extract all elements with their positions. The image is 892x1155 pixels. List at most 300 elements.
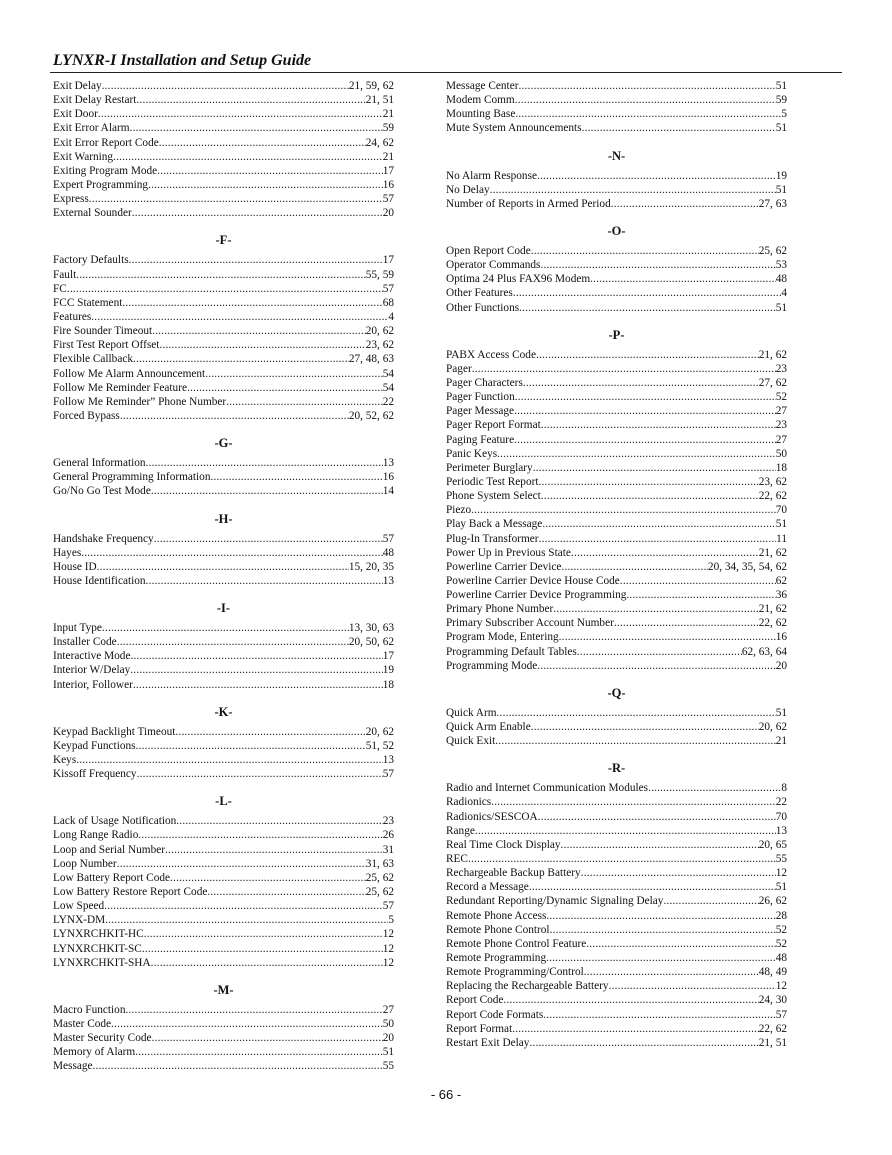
dot-leader xyxy=(91,310,388,324)
index-term: Message xyxy=(53,1060,93,1073)
dot-leader xyxy=(491,795,776,809)
index-entry xyxy=(53,899,394,913)
dot-leader xyxy=(146,574,383,588)
index-entry xyxy=(446,645,787,659)
index-page-refs: 22, 62 xyxy=(758,617,787,630)
index-page-refs: 17 xyxy=(382,254,394,267)
dot-leader xyxy=(590,272,776,286)
index-entry xyxy=(53,253,394,267)
index-term: Keypad Backlight Timeout xyxy=(53,725,176,738)
index-page-refs: 20, 62 xyxy=(365,325,394,338)
dot-leader xyxy=(154,532,383,546)
index-term: Report Code xyxy=(446,994,504,1007)
index-entry xyxy=(446,169,787,183)
index-entry xyxy=(53,93,394,107)
index-term: Operator Commands xyxy=(446,259,541,272)
index-page-refs: 13 xyxy=(382,754,394,767)
index-page-refs: 70 xyxy=(775,810,787,823)
index-entry xyxy=(446,866,787,880)
dot-leader xyxy=(490,183,776,197)
index-entry xyxy=(446,602,787,616)
index-entry xyxy=(446,631,787,645)
index-term: Powerline Carrier Device House Code xyxy=(446,574,620,587)
index-term: Interior W/Delay xyxy=(53,664,131,677)
index-term: Express xyxy=(53,193,89,206)
dot-leader xyxy=(540,258,775,272)
index-page-refs: 62 xyxy=(775,574,787,587)
index-term: Redundant Reporting/Dynamic Signaling Delay xyxy=(446,895,664,908)
index-entry xyxy=(446,720,787,734)
dot-leader xyxy=(98,107,383,121)
index-term: Keys xyxy=(53,754,77,767)
index-page-refs: 25, 62 xyxy=(758,244,787,257)
dot-leader xyxy=(584,965,759,979)
index-term: Fault xyxy=(53,268,77,281)
index-term: External Sounder xyxy=(53,207,132,220)
index-page-refs: 16 xyxy=(382,178,394,191)
index-page-refs: 27, 63 xyxy=(758,197,787,210)
index-section-heading: -H- xyxy=(214,511,233,526)
index-term: No Alarm Response xyxy=(446,169,537,182)
index-term: Expert Programming xyxy=(53,178,149,191)
dot-leader xyxy=(176,814,382,828)
index-term: Interior, Follower xyxy=(53,678,133,691)
index-entry xyxy=(53,814,394,828)
index-entry xyxy=(446,475,787,489)
index-entry xyxy=(53,296,394,310)
index-term: Replacing the Rechargeable Battery xyxy=(446,980,609,993)
dot-leader xyxy=(539,475,759,489)
dot-leader xyxy=(135,1045,383,1059)
index-page-refs: 11 xyxy=(776,532,787,545)
index-page-refs: 52 xyxy=(775,391,787,404)
dot-leader xyxy=(561,560,707,574)
index-entry xyxy=(53,395,394,409)
index-entry xyxy=(446,258,787,272)
index-term: LYNXRCHKIT-SC xyxy=(53,942,142,955)
index-entry xyxy=(446,93,787,107)
header-divider xyxy=(50,72,842,73)
index-entry xyxy=(446,489,787,503)
index-entry xyxy=(446,937,787,951)
index-entry xyxy=(446,348,787,362)
dot-leader xyxy=(533,461,776,475)
dot-leader xyxy=(497,706,776,720)
dot-leader xyxy=(151,484,383,498)
index-page-refs: 12 xyxy=(775,980,787,993)
dot-leader xyxy=(581,866,776,880)
index-page-refs: 51 xyxy=(775,706,787,719)
index-entry xyxy=(53,913,394,927)
index-term: Other Functions xyxy=(446,301,520,314)
index-page-refs: 22 xyxy=(775,796,787,809)
index-term: Panic Keys xyxy=(446,447,498,460)
index-page-refs: 62, 63, 64 xyxy=(741,645,787,658)
index-term: Pager xyxy=(446,362,472,375)
index-page-refs: 51 xyxy=(382,1046,394,1059)
index-term: Report Code Formats xyxy=(446,1008,544,1021)
index-page-refs: 19 xyxy=(382,664,394,677)
index-page-refs: 12 xyxy=(382,956,394,969)
index-entry xyxy=(53,381,394,395)
index-term: Exit Error Report Code xyxy=(53,136,159,149)
index-term: Periodic Test Report xyxy=(446,475,539,488)
dot-leader xyxy=(611,197,759,211)
index-entry xyxy=(53,1031,394,1045)
index-entry xyxy=(53,664,394,678)
index-term: Exit Delay xyxy=(53,79,102,92)
index-page-refs: 22 xyxy=(382,395,394,408)
index-term: Kissoff Frequency xyxy=(53,768,137,781)
index-entry xyxy=(446,362,787,376)
index-page-refs: 57 xyxy=(382,768,394,781)
index-page-refs: 23 xyxy=(775,419,787,432)
index-page-refs: 16 xyxy=(775,631,787,644)
index-page-refs: 50 xyxy=(382,1018,394,1031)
index-entry xyxy=(446,965,787,979)
dot-leader xyxy=(626,588,775,602)
index-term: Report Format xyxy=(446,1022,513,1035)
index-section-heading: -F- xyxy=(215,233,232,248)
index-column-left xyxy=(53,79,394,1074)
index-term: Plug-In Transformer xyxy=(446,532,539,545)
dot-leader xyxy=(144,927,383,941)
index-entry xyxy=(53,206,394,220)
index-entry xyxy=(53,871,394,885)
index-term: FC xyxy=(53,282,67,295)
index-entry xyxy=(446,1036,787,1050)
index-term: Paging Feature xyxy=(446,433,515,446)
index-page-refs: 26, 62 xyxy=(758,895,787,908)
dot-leader xyxy=(513,286,782,300)
index-section-heading: -N- xyxy=(607,148,626,163)
index-page-refs: 55, 59 xyxy=(365,268,394,281)
dot-leader xyxy=(620,574,776,588)
index-entry xyxy=(53,649,394,663)
index-entry xyxy=(53,546,394,560)
dot-leader xyxy=(89,192,383,206)
index-term: Primary Subscriber Account Number xyxy=(446,617,614,630)
index-page-refs: 57 xyxy=(382,282,394,295)
index-term: Phone System Select xyxy=(446,490,541,503)
dot-leader xyxy=(553,602,758,616)
index-term: Range xyxy=(446,824,475,837)
index-entry xyxy=(53,574,394,588)
dot-leader xyxy=(515,390,776,404)
index-entry xyxy=(53,843,394,857)
dot-leader xyxy=(512,1022,759,1036)
index-term: Other Features xyxy=(446,287,513,300)
index-page-refs: 20, 34, 35, 54, 62 xyxy=(707,560,787,573)
dot-leader xyxy=(207,885,365,899)
index-page-refs: 20, 50, 62 xyxy=(348,636,394,649)
index-entry xyxy=(53,828,394,842)
index-entry xyxy=(53,367,394,381)
index-entry xyxy=(53,178,394,192)
index-entry xyxy=(53,456,394,470)
index-entry xyxy=(446,517,787,531)
dot-leader xyxy=(159,338,365,352)
index-term: Features xyxy=(53,310,92,323)
index-page-refs: 27 xyxy=(775,433,787,446)
index-page-refs: 23, 62 xyxy=(758,475,787,488)
index-page-refs: 23 xyxy=(382,815,394,828)
index-page-refs: 25, 62 xyxy=(365,886,394,899)
index-entry xyxy=(53,927,394,941)
index-page-refs: 8 xyxy=(781,782,787,795)
index-term: Follow Me Alarm Announcement xyxy=(53,367,206,380)
dot-leader xyxy=(550,923,776,937)
index-term: REC xyxy=(446,853,468,866)
dot-leader xyxy=(648,781,781,795)
index-term: Optima 24 Plus FAX96 Modem xyxy=(446,273,591,286)
index-page-refs: 24, 62 xyxy=(365,136,394,149)
index-entry xyxy=(446,781,787,795)
index-page-refs: 21, 62 xyxy=(758,603,787,616)
index-term: Restart Exit Delay xyxy=(446,1036,530,1049)
index-page-refs: 25, 62 xyxy=(365,871,394,884)
index-term: Remote Phone Access xyxy=(446,909,547,922)
dot-leader xyxy=(137,767,383,781)
index-entry xyxy=(446,923,787,937)
dot-leader xyxy=(515,107,781,121)
dot-leader xyxy=(117,635,349,649)
dot-leader xyxy=(663,894,758,908)
index-entry xyxy=(53,1059,394,1073)
dot-leader xyxy=(113,150,383,164)
index-page-refs: 19 xyxy=(775,169,787,182)
index-term: Pager Message xyxy=(446,405,515,418)
dot-leader xyxy=(104,899,383,913)
index-page-refs: 51, 52 xyxy=(365,739,394,752)
index-term: Radionics xyxy=(446,796,492,809)
dot-leader xyxy=(475,824,776,838)
index-page-refs: 57 xyxy=(382,193,394,206)
index-section-heading: -L- xyxy=(215,794,232,809)
index-entry xyxy=(53,739,394,753)
dot-leader xyxy=(138,828,382,842)
dot-leader xyxy=(129,253,383,267)
page-number: - 66 - xyxy=(430,1087,462,1102)
index-entry xyxy=(446,433,787,447)
dot-leader xyxy=(471,503,776,517)
index-entry xyxy=(53,282,394,296)
index-entry xyxy=(53,470,394,484)
index-page-refs: 18 xyxy=(775,461,787,474)
index-term: Exit Warning xyxy=(53,150,114,163)
index-page-refs: 21 xyxy=(382,108,394,121)
dot-leader xyxy=(122,296,382,310)
index-term: Input Type xyxy=(53,622,102,635)
index-term: General Programming Information xyxy=(53,471,211,484)
dot-leader xyxy=(148,178,383,192)
index-page-refs: 48, 49 xyxy=(758,966,787,979)
index-entry xyxy=(53,164,394,178)
index-term: Macro Function xyxy=(53,1003,126,1016)
index-term: Modem Comm xyxy=(446,94,515,107)
dot-leader xyxy=(503,993,758,1007)
dot-leader xyxy=(132,206,383,220)
index-page-refs: 21, 62 xyxy=(758,546,787,559)
index-page-refs: 17 xyxy=(382,650,394,663)
dot-leader xyxy=(468,852,776,866)
index-term: Forced Bypass xyxy=(53,409,120,422)
dot-leader xyxy=(542,517,775,531)
index-page-refs: 14 xyxy=(382,485,394,498)
index-page-refs: 22, 62 xyxy=(758,1022,787,1035)
dot-leader xyxy=(543,1008,775,1022)
index-entry xyxy=(53,136,394,150)
dot-leader xyxy=(81,546,382,560)
index-page-refs: 22, 62 xyxy=(758,490,787,503)
index-term: Power Up in Previous State xyxy=(446,546,571,559)
index-term: Memory of Alarm xyxy=(53,1046,136,1059)
dot-leader xyxy=(175,725,365,739)
dot-leader xyxy=(541,489,759,503)
index-page-refs: 12 xyxy=(382,942,394,955)
index-entry xyxy=(446,616,787,630)
index-entry xyxy=(53,310,394,324)
index-entry xyxy=(446,532,787,546)
dot-leader xyxy=(165,843,383,857)
dot-leader xyxy=(76,753,382,767)
index-page-refs: 23, 62 xyxy=(365,339,394,352)
index-entry xyxy=(446,838,787,852)
index-entry xyxy=(446,852,787,866)
index-entry xyxy=(446,418,787,432)
index-entry xyxy=(446,706,787,720)
index-entry xyxy=(446,560,787,574)
index-page-refs: 36 xyxy=(775,589,787,602)
index-entry xyxy=(53,635,394,649)
index-column-right xyxy=(446,79,787,1050)
dot-leader xyxy=(120,409,349,423)
dot-leader xyxy=(515,93,776,107)
index-page-refs: 5 xyxy=(388,914,394,927)
index-term: LYNXRCHKIT-SHA xyxy=(53,956,151,969)
index-term: Programming Default Tables xyxy=(446,645,577,658)
index-entry xyxy=(446,79,787,93)
dot-leader xyxy=(102,621,349,635)
dot-leader xyxy=(531,244,759,258)
index-page-refs: 48 xyxy=(775,952,787,965)
index-section-heading: -O- xyxy=(607,223,626,238)
index-term: Pager Function xyxy=(446,391,515,404)
dot-leader xyxy=(539,532,777,546)
index-entry xyxy=(53,121,394,135)
index-page-refs: 31, 63 xyxy=(365,857,394,870)
index-page-refs: 24, 30 xyxy=(758,994,787,1007)
index-term: Powerline Carrier Device Programming xyxy=(446,589,627,602)
index-section-heading: -M- xyxy=(213,982,234,997)
index-term: Low Battery Report Code xyxy=(53,871,171,884)
index-entry xyxy=(446,588,787,602)
index-entry xyxy=(53,678,394,692)
index-entry xyxy=(446,810,787,824)
dot-leader xyxy=(125,1003,382,1017)
index-term: PABX Access Code xyxy=(446,348,536,361)
dot-leader xyxy=(130,121,383,135)
dot-leader xyxy=(136,739,366,753)
index-page-refs: 4 xyxy=(781,287,787,300)
index-entry xyxy=(53,767,394,781)
index-term: Record a Message xyxy=(446,881,529,894)
index-page-refs: 21, 51 xyxy=(365,94,394,107)
index-term: Open Report Code xyxy=(446,244,531,257)
index-term: First Test Report Offset xyxy=(53,339,160,352)
index-page-refs: 51 xyxy=(775,183,787,196)
index-entry xyxy=(446,461,787,475)
index-entry xyxy=(446,390,787,404)
dot-leader xyxy=(130,649,382,663)
index-page-refs: 18 xyxy=(382,678,394,691)
index-page-refs: 21 xyxy=(775,735,787,748)
index-section-heading: -G- xyxy=(214,436,233,451)
index-entry xyxy=(446,503,787,517)
index-term: Mute System Announcements xyxy=(446,122,582,135)
index-entry xyxy=(446,659,787,673)
index-page-refs: 21 xyxy=(382,150,394,163)
index-page-refs: 20, 65 xyxy=(758,838,787,851)
index-page-refs: 13 xyxy=(382,574,394,587)
index-page-refs: 26 xyxy=(382,829,394,842)
dot-leader xyxy=(518,79,775,93)
index-term: House ID xyxy=(53,560,97,573)
index-term: House Identification xyxy=(53,574,146,587)
index-entry xyxy=(53,621,394,635)
index-entry xyxy=(53,107,394,121)
index-term: Quick Arm Enable xyxy=(446,721,531,734)
index-entry xyxy=(53,942,394,956)
index-page-refs: 68 xyxy=(382,296,394,309)
dot-leader xyxy=(157,164,383,178)
index-term: Play Back a Message xyxy=(446,518,543,531)
index-term: Radionics/SESCOA xyxy=(446,810,538,823)
index-term: Exiting Program Mode xyxy=(53,164,158,177)
index-term: Hayes xyxy=(53,546,82,559)
index-page-refs: 54 xyxy=(382,367,394,380)
index-page-refs: 20, 62 xyxy=(365,725,394,738)
index-page-refs: 13, 30, 63 xyxy=(348,622,394,635)
index-page-refs: 51 xyxy=(775,881,787,894)
index-page-refs: 17 xyxy=(382,164,394,177)
index-term: Message Center xyxy=(446,79,519,92)
index-page-refs: 13 xyxy=(775,824,787,837)
index-page-refs: 20 xyxy=(382,1032,394,1045)
dot-leader xyxy=(523,376,759,390)
dot-leader xyxy=(136,93,365,107)
dot-leader xyxy=(111,1017,383,1031)
index-entry xyxy=(446,244,787,258)
index-entry xyxy=(53,409,394,423)
index-term: Programming Mode xyxy=(446,659,538,672)
index-entry xyxy=(446,107,787,121)
dot-leader xyxy=(152,324,366,338)
index-term: Program Mode, Entering xyxy=(446,631,559,644)
dot-leader xyxy=(76,268,366,282)
index-entry xyxy=(53,857,394,871)
index-term: Mounting Base xyxy=(446,108,516,121)
index-entry xyxy=(53,192,394,206)
index-term: Exit Error Alarm xyxy=(53,122,130,135)
index-entry xyxy=(446,951,787,965)
index-section-heading: -R- xyxy=(607,761,626,776)
index-page-refs: 57 xyxy=(775,1008,787,1021)
index-term: LYNX-DM xyxy=(53,914,106,927)
index-page-refs: 5 xyxy=(781,108,787,121)
index-entry xyxy=(53,560,394,574)
index-term: FCC Statement xyxy=(53,296,123,309)
